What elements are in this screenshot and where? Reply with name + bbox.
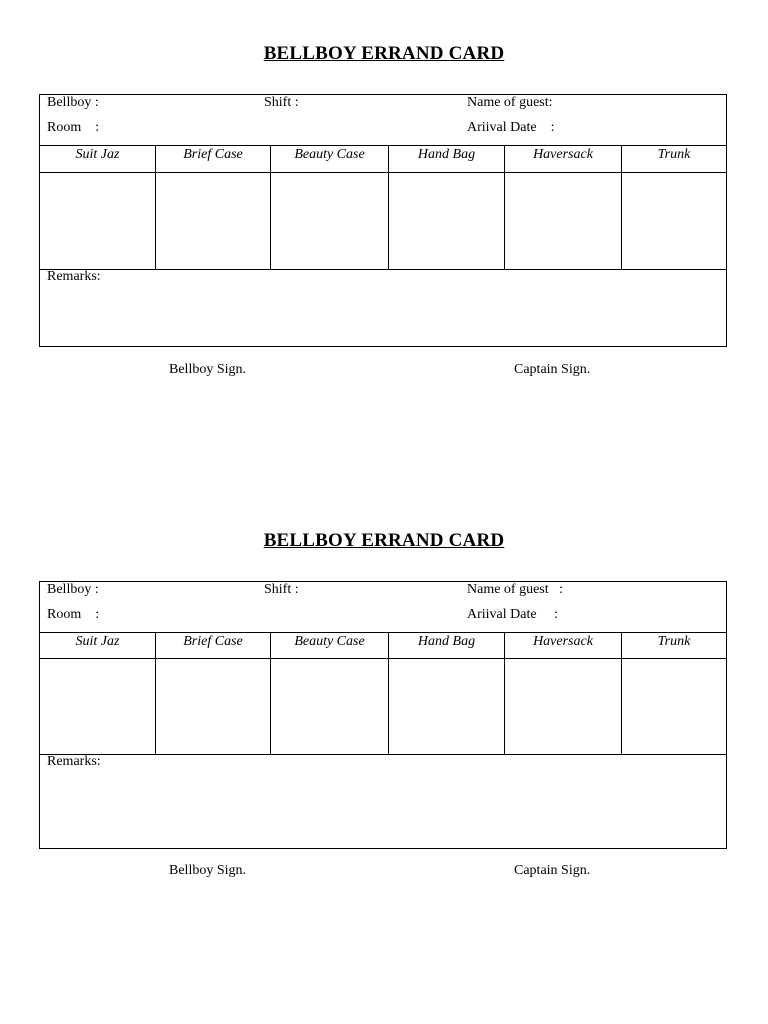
remarks-area[interactable] — [40, 269, 726, 346]
column-header-beauty-case: Beauty Case — [270, 145, 388, 172]
column-header-suit-jaz: Suit Jaz — [75, 634, 120, 649]
column-header-trunk: Trunk — [621, 632, 726, 658]
info-section — [40, 582, 726, 633]
luggage-entry-row — [40, 658, 726, 755]
card-form — [39, 581, 727, 849]
captain-sign-label: Captain Sign. — [514, 863, 591, 878]
entry-cell-trunk[interactable] — [621, 172, 726, 269]
column-header-trunk: Trunk — [621, 145, 726, 172]
card-title: BELLBOY ERRAND CARD — [263, 530, 505, 551]
entry-cell-suit-jaz[interactable] — [40, 658, 155, 754]
card-form — [39, 94, 727, 347]
entry-cell-beauty-case[interactable] — [270, 172, 388, 269]
captain-sign-label: Captain Sign. — [514, 362, 591, 377]
room-label: Room : — [47, 607, 100, 622]
entry-cell-brief-case[interactable] — [155, 172, 270, 269]
bellboy-sign-label: Bellboy Sign. — [169, 863, 247, 878]
column-header-brief-case: Brief Case — [155, 145, 270, 172]
entry-cell-brief-case[interactable] — [155, 658, 270, 754]
luggage-header-row — [40, 632, 726, 659]
arrival-date-label: Ariival Date : — [467, 120, 555, 135]
bellboy-sign-label: Bellboy Sign. — [169, 362, 247, 377]
arrival-date-label: Ariival Date : — [467, 607, 558, 622]
column-header-haversack: Haversack — [504, 632, 621, 658]
entry-cell-hand-bag[interactable] — [388, 172, 504, 269]
column-header-brief-case: Brief Case — [155, 632, 270, 658]
card-title: BELLBOY ERRAND CARD — [263, 43, 505, 64]
column-header-hand-bag: Hand Bag — [388, 632, 504, 658]
entry-cell-haversack[interactable] — [504, 658, 621, 754]
luggage-header-row — [40, 145, 726, 173]
column-header-suit-jaz: Suit Jaz — [75, 147, 120, 162]
entry-cell-haversack[interactable] — [504, 172, 621, 269]
remarks-label: Remarks: — [47, 269, 101, 284]
bellboy-label: Bellboy : — [47, 95, 99, 110]
guest-name-label: Name of guest : — [467, 582, 564, 597]
entry-cell-trunk[interactable] — [621, 658, 726, 754]
luggage-entry-row — [40, 172, 726, 270]
entry-cell-beauty-case[interactable] — [270, 658, 388, 754]
remarks-area[interactable] — [40, 754, 726, 848]
info-section — [40, 95, 726, 146]
column-header-beauty-case: Beauty Case — [270, 632, 388, 658]
bellboy-label: Bellboy : — [47, 582, 99, 597]
column-header-hand-bag: Hand Bag — [388, 145, 504, 172]
entry-cell-suit-jaz[interactable] — [40, 172, 155, 269]
guest-name-label: Name of guest: — [467, 95, 553, 110]
room-label: Room : — [47, 120, 100, 135]
entry-cell-hand-bag[interactable] — [388, 658, 504, 754]
shift-label: Shift : — [264, 95, 299, 110]
remarks-label: Remarks: — [47, 754, 101, 769]
column-header-haversack: Haversack — [504, 145, 621, 172]
shift-label: Shift : — [264, 582, 299, 597]
